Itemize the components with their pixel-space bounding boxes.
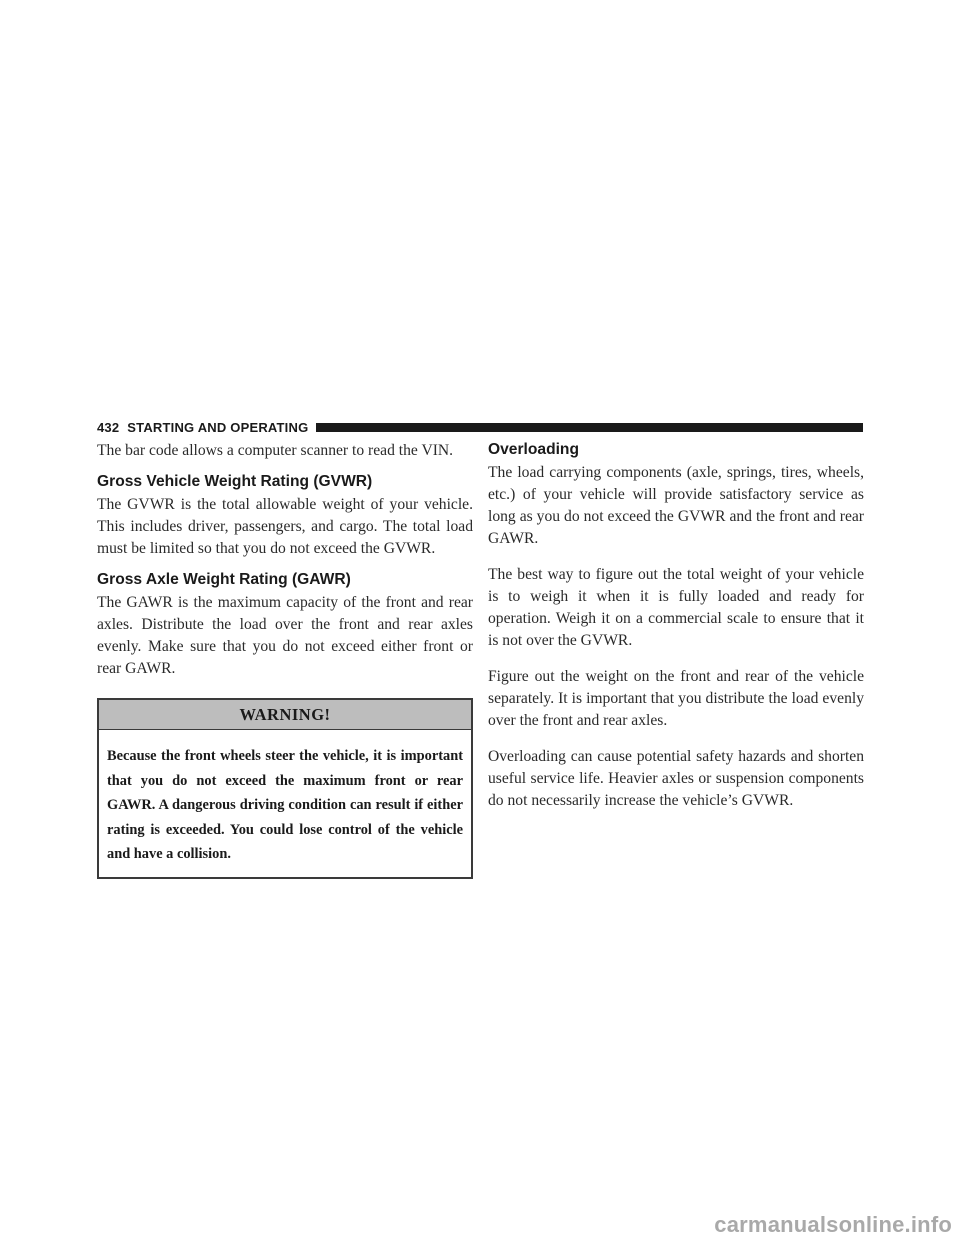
header-rule <box>316 423 863 432</box>
warning-body: Because the front wheels steer the vehicle, it is important that you do not exceed the maximum front or rear GAWR. A dangerous driving condition can result if either rating is exceeded. You could lose control of the vehicle and have a collision. <box>107 748 463 862</box>
vin-barcode-paragraph: The bar code allows a computer scanner to read the VIN. <box>97 442 454 459</box>
gvwr-paragraph: The GVWR is the total allowable weight of your vehicle. This includes driver, passengers, and cargo. The total load must be limited so that you do not exceed the GVWR. <box>97 496 473 557</box>
gvwr-heading: Gross Vehicle Weight Rating (GVWR) <box>97 473 373 490</box>
overloading-paragraph-4: Overloading can cause potential safety hazards and shorten useful service life. Heavier axles or suspension components do not necessarily increase the vehicle’s GVWR. <box>488 748 864 809</box>
overloading-paragraph-3: Figure out the weight on the front and rear of the vehicle separately. It is important that you distribute the load evenly over the front and rear axles. <box>488 668 864 729</box>
page-header <box>97 418 863 436</box>
gawr-heading: Gross Axle Weight Rating (GAWR) <box>97 571 351 588</box>
overloading-paragraph-1: The load carrying components (axle, springs, tires, wheels, etc.) of your vehicle will provide satisfactory service as long as you do not exceed the GVWR and the front and rear GAWR. <box>488 464 864 547</box>
overloading-heading: Overloading <box>488 441 579 458</box>
section-title: STARTING AND OPERATING <box>127 419 309 435</box>
left-column <box>97 440 473 879</box>
overloading-paragraph-2: The best way to figure out the total weight of your vehicle is to weigh it when it is fully loaded and ready for operation. Weigh it on a commercial scale to ensure that it is not over the GVWR. <box>488 566 864 649</box>
warning-box <box>97 698 473 879</box>
right-column <box>488 440 864 826</box>
gawr-paragraph: The GAWR is the maximum capacity of the front and rear axles. Distribute the load over the front and rear axles evenly. Make sure that you do not exceed either front or rear GAWR. <box>97 594 473 677</box>
page-number: 432 <box>97 419 120 435</box>
watermark-text: carmanualsonline.info <box>714 1212 952 1237</box>
warning-title: WARNING! <box>99 700 471 730</box>
